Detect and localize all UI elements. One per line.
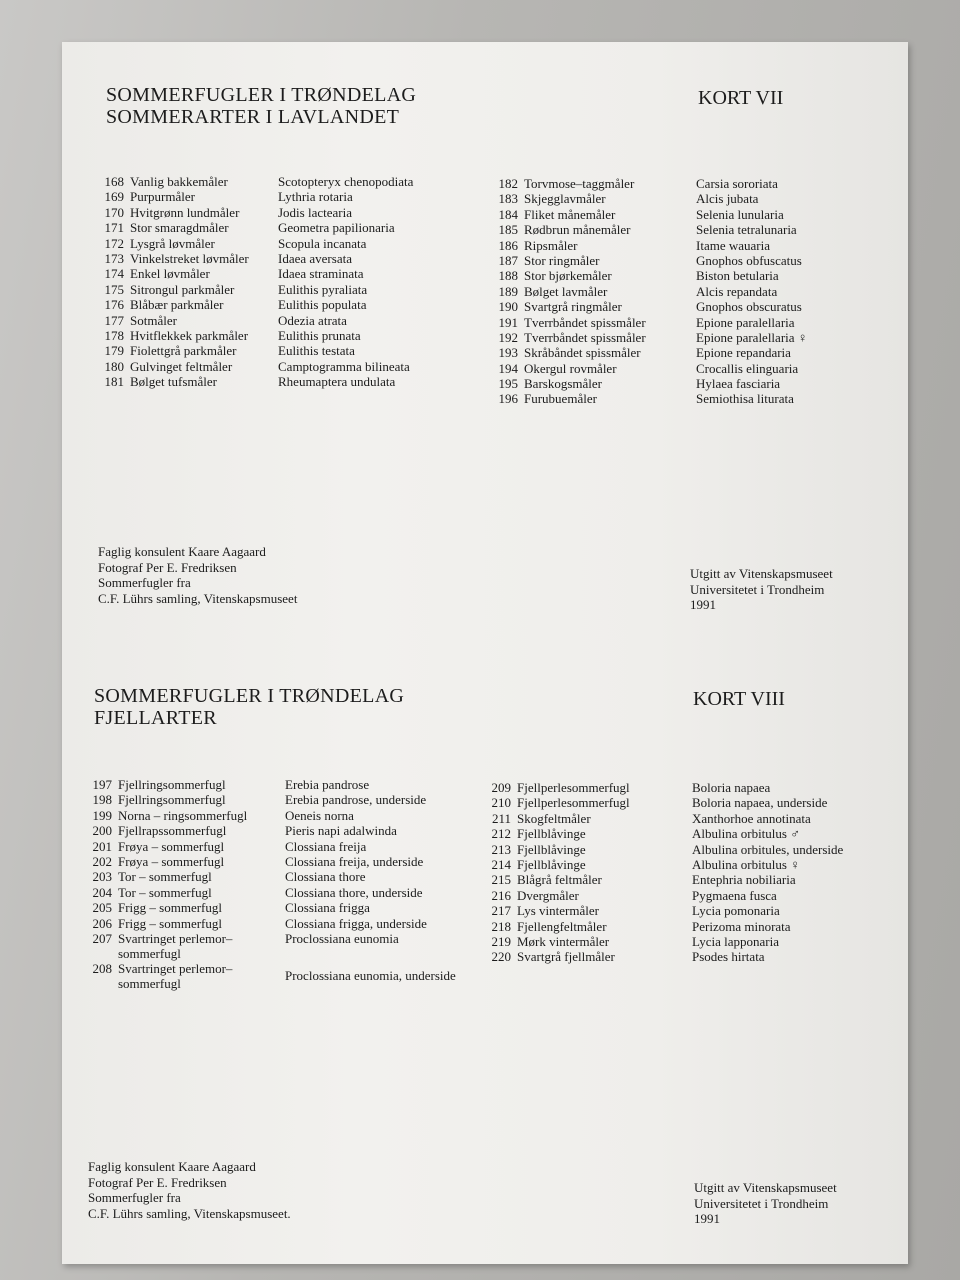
species-number: 214 xyxy=(491,856,511,872)
species-common-name: Mørk vintermåler xyxy=(517,933,610,949)
species-number: 181 xyxy=(104,374,124,390)
species-common-name: Ripsmåler xyxy=(524,237,578,253)
species-latin-name: Entephria nobiliaria xyxy=(692,872,796,888)
card7-title-line2: SOMMERARTER I LAVLANDET xyxy=(106,106,400,128)
species-number: 172 xyxy=(104,235,124,251)
species-row xyxy=(88,931,488,961)
card8-title-line2: FJELLARTER xyxy=(94,707,217,729)
species-row xyxy=(487,949,897,964)
species-common-name: Bølget tufsmåler xyxy=(130,374,218,390)
species-common-name: Fliket månemåler xyxy=(524,206,616,222)
species-row xyxy=(100,359,480,374)
species-common-name-continued: sommerfugl xyxy=(118,975,181,991)
species-number: 206 xyxy=(92,915,112,931)
species-row xyxy=(494,330,884,345)
species-latin-name: Lycia pomonaria xyxy=(692,903,780,919)
species-latin-name: Selenia lunularia xyxy=(696,206,784,222)
species-number: 187 xyxy=(498,252,518,268)
species-latin-name: Eulithis prunata xyxy=(278,327,361,343)
footer-line: Fotograf Per E. Fredriksen xyxy=(88,1174,227,1190)
species-row xyxy=(88,777,488,792)
species-common-name: Lys vintermåler xyxy=(517,903,599,919)
species-number: 177 xyxy=(104,312,124,328)
species-number: 203 xyxy=(92,869,112,885)
species-row xyxy=(100,205,480,220)
species-common-name: Svartgrå ringmåler xyxy=(524,299,622,315)
species-common-name: Fjellengfeltmåler xyxy=(517,918,607,934)
species-number: 168 xyxy=(104,174,124,189)
species-row xyxy=(494,268,884,283)
species-common-name: Hvitflekkek parkmåler xyxy=(130,327,249,343)
species-number: 198 xyxy=(92,792,112,808)
species-latin-name: Carsia sororiata xyxy=(696,176,778,191)
species-row xyxy=(100,251,480,266)
species-number: 208 xyxy=(92,960,112,976)
species-common-name: Tor – sommerfugl xyxy=(118,884,212,900)
species-latin-name: Psodes hirtata xyxy=(692,949,765,965)
footer-line: Utgitt av Vitenskapsmuseet xyxy=(690,566,833,581)
footer-line: Fotograf Per E. Fredriksen xyxy=(98,559,237,575)
species-common-name: Dvergmåler xyxy=(517,887,579,903)
species-common-name: Furubuemåler xyxy=(524,391,597,407)
species-number: 207 xyxy=(92,930,112,946)
species-number: 218 xyxy=(491,918,511,934)
species-number: 175 xyxy=(104,281,124,297)
species-common-name: Fjellringsommerfugl xyxy=(118,792,226,808)
species-latin-name: Semiothisa liturata xyxy=(696,391,794,407)
species-number: 205 xyxy=(92,900,112,916)
species-row xyxy=(494,207,884,222)
species-common-name: Sitrongul parkmåler xyxy=(130,281,235,297)
species-row xyxy=(494,222,884,237)
species-number: 192 xyxy=(498,329,518,345)
species-latin-name: Eulithis testata xyxy=(278,343,355,359)
species-number: 180 xyxy=(104,358,124,374)
species-latin-name: Gnophos obscuratus xyxy=(696,299,802,315)
species-common-name: Stor bjørkemåler xyxy=(524,268,612,284)
species-latin-name: Scotopteryx chenopodiata xyxy=(278,174,414,189)
species-number: 184 xyxy=(498,206,518,222)
footer-line: Sommerfugler fra xyxy=(88,1190,181,1205)
species-common-name: Fjellblåvinge xyxy=(517,826,586,842)
card7-species-list-left xyxy=(100,174,480,389)
species-row xyxy=(100,313,480,328)
species-number: 194 xyxy=(498,360,518,376)
species-common-name: Fjellperlesommerfugl xyxy=(517,780,630,795)
species-row xyxy=(487,811,897,826)
species-number: 173 xyxy=(104,250,124,266)
species-latin-name: Perizoma minorata xyxy=(692,918,791,934)
species-number: 189 xyxy=(498,283,518,299)
species-number: 188 xyxy=(498,268,518,284)
species-number: 197 xyxy=(92,777,112,792)
species-row xyxy=(487,842,897,857)
species-number: 193 xyxy=(498,345,518,361)
species-row xyxy=(88,823,488,838)
species-latin-name: Eulithis populata xyxy=(278,297,367,313)
card8-title xyxy=(94,685,404,729)
footer-line: Faglig konsulent Kaare Aagaard xyxy=(98,544,266,559)
species-latin-name: Hylaea fasciaria xyxy=(696,376,781,392)
species-common-name: Blåbær parkmåler xyxy=(130,297,224,313)
species-common-name: Sotmåler xyxy=(130,312,177,328)
species-latin-name: Biston betularia xyxy=(696,268,779,284)
species-number: 185 xyxy=(498,222,518,238)
species-number: 179 xyxy=(104,343,124,359)
species-common-name: Vanlig bakkemåler xyxy=(130,174,228,189)
species-row xyxy=(494,191,884,206)
footer-line: Universitetet i Trondheim xyxy=(690,581,825,597)
species-latin-name: Scopula incanata xyxy=(278,235,367,251)
species-number: 171 xyxy=(104,220,124,236)
species-row xyxy=(100,220,480,235)
species-latin-name: Odezia atrata xyxy=(278,312,347,328)
species-common-name: Stor smaragdmåler xyxy=(130,220,229,236)
species-row xyxy=(487,934,897,949)
card7-species-list-right xyxy=(494,176,884,407)
species-latin-name: Clossiana thore xyxy=(285,869,366,885)
species-common-name: Fiolettgrå parkmåler xyxy=(130,343,237,359)
species-common-name: Svartgrå fjellmåler xyxy=(517,949,615,965)
species-latin-name: Alcis jubata xyxy=(696,191,759,207)
species-number: 174 xyxy=(104,266,124,282)
species-common-name: Skråbåndet spissmåler xyxy=(524,345,641,361)
card7-kort-label: KORT VII xyxy=(698,87,784,109)
species-latin-name: Clossiana freija xyxy=(285,838,367,854)
species-row xyxy=(88,900,488,915)
species-latin-name: Rheumaptera undulata xyxy=(278,374,396,390)
species-common-name: Skogfeltmåler xyxy=(517,810,591,826)
species-common-name: Frøya – sommerfugl xyxy=(118,838,225,854)
species-latin-name: Gnophos obfuscatus xyxy=(696,252,802,268)
species-number: 210 xyxy=(491,795,511,811)
species-latin-name: Clossiana thore, underside xyxy=(285,884,423,900)
species-row xyxy=(487,780,897,795)
species-latin-name: Epione paralellaria ♀ xyxy=(696,329,808,345)
species-row xyxy=(88,916,488,931)
species-row xyxy=(100,343,480,358)
species-latin-name: Crocallis elinguaria xyxy=(696,360,799,376)
species-common-name: Fjellblåvinge xyxy=(517,841,586,857)
footer-line: Faglig konsulent Kaare Aagaard xyxy=(88,1159,256,1174)
species-common-name: Barskogsmåler xyxy=(524,376,602,392)
species-common-name: Vinkelstreket løvmåler xyxy=(130,250,249,266)
footer-line: Universitetet i Trondheim xyxy=(694,1195,829,1211)
species-row xyxy=(100,297,480,312)
species-row xyxy=(494,299,884,314)
species-row xyxy=(494,253,884,268)
species-common-name: Blågrå feltmåler xyxy=(517,872,602,888)
species-common-name: Stor ringmåler xyxy=(524,252,600,268)
species-row xyxy=(487,857,897,872)
species-row xyxy=(494,376,884,391)
species-latin-name: Lycia lapponaria xyxy=(692,933,779,949)
species-number: 201 xyxy=(92,838,112,854)
footer-line: Utgitt av Vitenskapsmuseet xyxy=(694,1180,837,1195)
species-latin-name: Xanthorhoe annotinata xyxy=(692,810,811,826)
species-common-name: Svartringet perlemor– xyxy=(118,960,233,976)
card7-credits xyxy=(98,544,297,606)
species-number: 196 xyxy=(498,391,518,407)
species-common-name: Tverrbåndet spissmåler xyxy=(524,329,646,345)
species-latin-name: Epione paralellaria xyxy=(696,314,795,330)
species-row xyxy=(88,961,488,991)
card8-credits xyxy=(88,1159,291,1221)
species-common-name: Enkel løvmåler xyxy=(130,266,210,282)
species-row xyxy=(487,872,897,887)
species-latin-name: Clossiana frigga, underside xyxy=(285,915,427,931)
species-row xyxy=(494,315,884,330)
species-row xyxy=(494,176,884,191)
species-latin-name: Proclossiana eunomia xyxy=(285,930,399,946)
card8-kort-label: KORT VIII xyxy=(693,688,785,710)
species-number: 216 xyxy=(491,887,511,903)
species-latin-name: Selenia tetralunaria xyxy=(696,222,797,238)
species-latin-name: Clossiana frigga xyxy=(285,900,370,916)
species-common-name: Rødbrun månemåler xyxy=(524,222,631,238)
species-row xyxy=(487,903,897,918)
species-row xyxy=(100,282,480,297)
species-common-name: Lysgrå løvmåler xyxy=(130,235,215,251)
species-latin-name: Pygmaena fusca xyxy=(692,887,777,903)
species-common-name: Fjellblåvinge xyxy=(517,856,586,872)
species-row xyxy=(88,808,488,823)
species-number: 202 xyxy=(92,853,112,869)
species-number: 183 xyxy=(498,191,518,207)
species-latin-name: Oeneis norna xyxy=(285,807,354,823)
species-number: 204 xyxy=(92,884,112,900)
footer-line: C.F. Lührs samling, Vitenskapsmuseet xyxy=(98,590,298,606)
species-row xyxy=(100,236,480,251)
species-common-name: Svartringet perlemor– xyxy=(118,930,233,946)
species-number: 186 xyxy=(498,237,518,253)
species-common-name: Norna – ringsommerfugl xyxy=(118,807,248,823)
species-latin-name: Erebia pandrose xyxy=(285,777,370,792)
species-number: 215 xyxy=(491,872,511,888)
species-common-name-continued: sommerfugl xyxy=(118,945,181,961)
species-number: 212 xyxy=(491,826,511,842)
species-number: 178 xyxy=(104,327,124,343)
species-row xyxy=(494,238,884,253)
species-row xyxy=(100,174,480,189)
species-latin-name: Erebia pandrose, underside xyxy=(285,792,427,808)
card7-publisher xyxy=(690,566,833,613)
species-common-name: Frigg – sommerfugl xyxy=(118,915,222,931)
species-latin-name: Eulithis pyraliata xyxy=(278,281,368,297)
card8-title-line1: SOMMERFUGLER I TRØNDELAG xyxy=(94,685,405,707)
species-number: 182 xyxy=(498,176,518,191)
species-row xyxy=(494,284,884,299)
species-number: 176 xyxy=(104,297,124,313)
footer-line: 1991 xyxy=(694,1211,720,1226)
species-number: 213 xyxy=(491,841,511,857)
species-row xyxy=(88,792,488,807)
species-latin-name: Idaea aversata xyxy=(278,250,352,266)
species-row xyxy=(494,345,884,360)
species-common-name: Frøya – sommerfugl xyxy=(118,853,225,869)
species-row xyxy=(487,919,897,934)
species-latin-name: Alcis repandata xyxy=(696,283,778,299)
species-number: 190 xyxy=(498,299,518,315)
footer-line: 1991 xyxy=(690,597,716,612)
species-latin-name: Clossiana freija, underside xyxy=(285,853,424,869)
species-latin-name: Lythria rotaria xyxy=(278,189,353,205)
species-number: 219 xyxy=(491,933,511,949)
species-latin-name: Albulina orbitulus ♂ xyxy=(692,826,800,842)
footer-line: C.F. Lührs samling, Vitenskapsmuseet. xyxy=(88,1205,291,1221)
species-latin-name: Camptogramma bilineata xyxy=(278,358,410,374)
species-number: 209 xyxy=(491,780,511,795)
species-common-name: Frigg – sommerfugl xyxy=(118,900,222,916)
species-number: 169 xyxy=(104,189,124,205)
species-row xyxy=(100,328,480,343)
species-row xyxy=(487,888,897,903)
species-common-name: Fjellringsommerfugl xyxy=(118,777,226,792)
species-latin-name: Epione repandaria xyxy=(696,345,791,361)
species-latin-name: Proclossiana eunomia, underside xyxy=(285,967,456,983)
species-common-name: Fjellrapssommerfugl xyxy=(118,823,227,839)
species-latin-name: Jodis lactearia xyxy=(278,204,352,220)
species-latin-name: Boloria napaea xyxy=(692,780,771,795)
species-row xyxy=(88,854,488,869)
species-row xyxy=(487,826,897,841)
species-row xyxy=(88,885,488,900)
species-common-name: Skjegglavmåler xyxy=(524,191,606,207)
card7-title xyxy=(106,84,416,128)
species-number: 217 xyxy=(491,903,511,919)
species-row xyxy=(100,266,480,281)
species-latin-name: Boloria napaea, underside xyxy=(692,795,828,811)
species-row xyxy=(100,189,480,204)
species-number: 199 xyxy=(92,807,112,823)
species-number: 170 xyxy=(104,204,124,220)
species-common-name: Hvitgrønn lundmåler xyxy=(130,204,240,220)
species-latin-name: Albulina orbitules, underside xyxy=(692,841,844,857)
species-row xyxy=(88,869,488,884)
species-latin-name: Idaea straminata xyxy=(278,266,364,282)
species-common-name: Purpurmåler xyxy=(130,189,195,205)
species-latin-name: Pieris napi adalwinda xyxy=(285,823,397,839)
card7-title-line1: SOMMERFUGLER I TRØNDELAG xyxy=(106,84,417,106)
species-number: 191 xyxy=(498,314,518,330)
species-latin-name: Geometra papilionaria xyxy=(278,220,395,236)
species-common-name: Okergul rovmåler xyxy=(524,360,617,376)
species-row xyxy=(487,795,897,810)
species-row xyxy=(100,374,480,389)
species-common-name: Tverrbåndet spissmåler xyxy=(524,314,646,330)
card8-species-list-right xyxy=(487,780,897,965)
species-common-name: Bølget lavmåler xyxy=(524,283,608,299)
species-number: 220 xyxy=(491,949,511,965)
species-number: 195 xyxy=(498,376,518,392)
species-row xyxy=(494,361,884,376)
species-number: 200 xyxy=(92,823,112,839)
species-common-name: Gulvinget feltmåler xyxy=(130,358,233,374)
species-latin-name: Albulina orbitulus ♀ xyxy=(692,856,800,872)
species-row xyxy=(494,391,884,406)
species-common-name: Tor – sommerfugl xyxy=(118,869,212,885)
card8-species-list-left xyxy=(88,777,488,991)
card8-publisher xyxy=(694,1180,837,1227)
footer-line: Sommerfugler fra xyxy=(98,575,191,590)
species-latin-name: Itame wauaria xyxy=(696,237,770,253)
species-row xyxy=(88,839,488,854)
species-number: 211 xyxy=(491,810,511,826)
species-common-name: Torvmose–taggmåler xyxy=(524,176,635,191)
species-common-name: Fjellperlesommerfugl xyxy=(517,795,630,811)
